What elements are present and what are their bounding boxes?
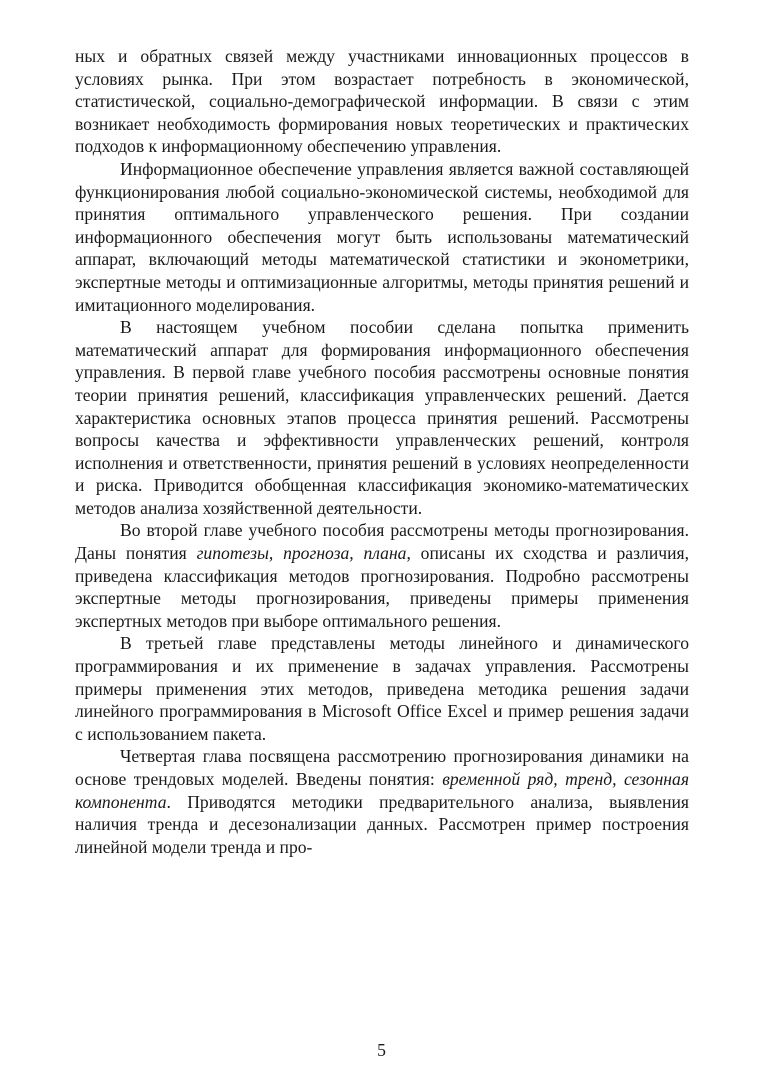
paragraph-2-text: Информационное обеспечение управления является важной составляющей функционирования любой социально-экономической системы, необходимой для принятия оптимального управленческого решения. При создании информационного обеспечения могут быть использованы математический аппарат, включающий методы математической статистики и эконометрики, экспертные методы и оптимизационные алгоритмы, методы принятия решений и имитационного моделирования. — [75, 158, 689, 315]
paragraph-6-text-b: . Приводятся методики предварительного анализа, выявления наличия тренда и десезонализации данных. Рассмотрен пример построения линейной модели тренда и про- — [75, 791, 689, 857]
paragraph-5-text: В третьей главе представлены методы линейного и динамического программирования и их применение в задачах управления. Рассмотрены примеры применения этих методов, приведена методика решения задачи линейного программирования в Microsoft Office Excel и пример решения задачи с использованием пакета. — [75, 633, 689, 744]
paragraph-4-italic-terms: гипотезы, прогноза, плана — [196, 543, 407, 564]
paragraph-3 — [75, 316, 689, 519]
page-body — [75, 45, 689, 858]
paragraph-5 — [75, 632, 689, 745]
paragraph-1 — [75, 45, 689, 158]
paragraph-6-text-a: Четвертая глава посвящена рассмотрению прогнозирования динамики на основе трендовых моделей. Введены понятия: — [75, 746, 689, 789]
paragraph-6 — [75, 745, 689, 858]
paragraph-6-italic-terms: временной ряд, тренд, сезонная компонента — [75, 769, 689, 812]
paragraph-3-text: В настоящем учебном пособии сделана попытка применить математический аппарат для формирования информационного обеспечения управления. В первой главе учебного пособия рассмотрены основные понятия теории принятия решений, классификация управленческих решений. Дается характеристика основных этапов процесса принятия решений. Рассмотрены вопросы качества и эффективности управленческих решений, контроля исполнения и ответственности, принятия решений в условиях неопределенности и риска. Приводится обобщенная классификация экономико-математических методов анализа хозяйственной деятельности. — [75, 317, 689, 518]
page-number: 5 — [377, 1040, 386, 1060]
paragraph-4 — [75, 519, 689, 632]
paragraph-1-text: ных и обратных связей между участниками инновационных процессов в условиях рынка. При этом возрастает потребность в экономической, статистической, социально-демографической информации. В связи с этим возникает необходимость формирования новых теоретических и практических подходов к информационному обеспечению управления. — [75, 46, 689, 157]
paragraph-2 — [75, 158, 689, 316]
paragraph-4-text-b: , описаны их сходства и различия, приведена классификация методов прогнозирования. Подробно рассмотрены экспертные методы прогнозирования, приведены примеры применения экспертных методов при выборе оптимального решения. — [75, 543, 690, 631]
paragraph-4-text-a: Во второй главе учебного пособия рассмотрены методы прогнозирования. Даны понятия — [75, 520, 689, 564]
